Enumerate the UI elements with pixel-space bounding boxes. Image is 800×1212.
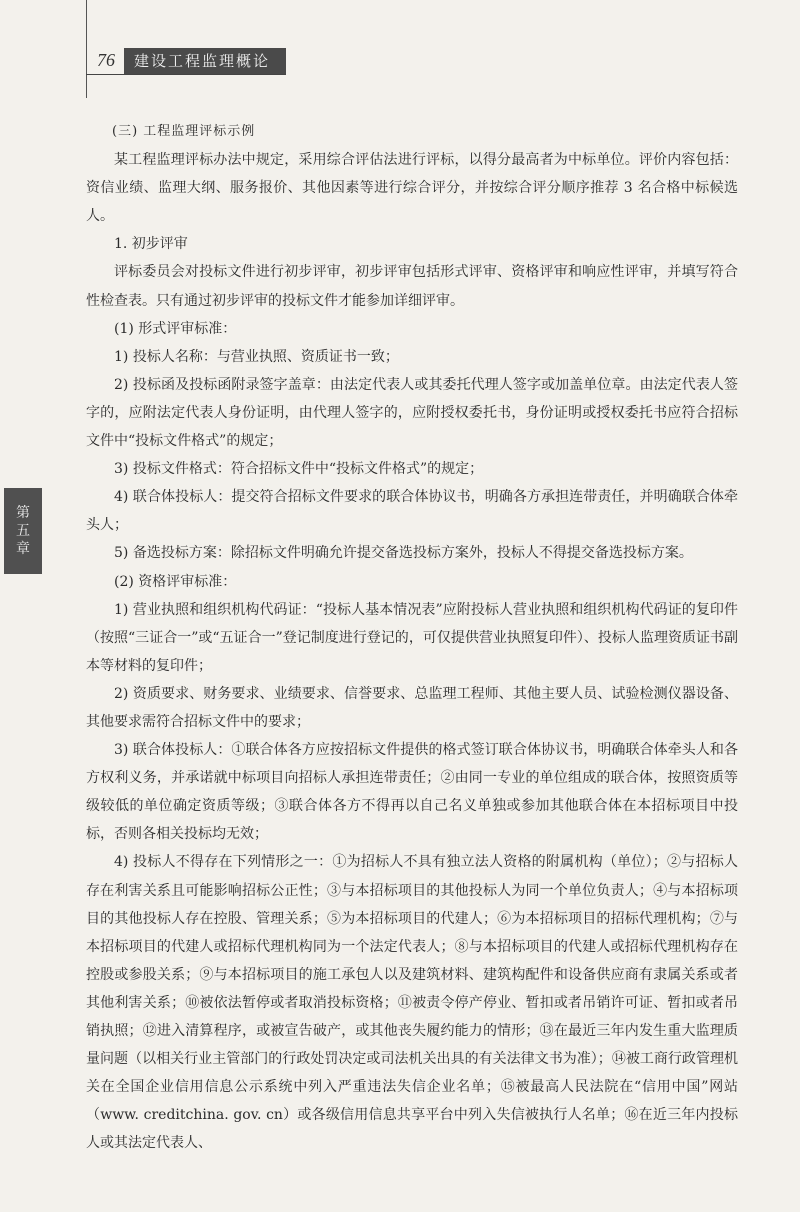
body-text [86, 118, 738, 1157]
list-item: 4) 投标人不得存在下列情形之一：①为招标人不具有独立法人资格的附属机构（单位）；②与招标人存在利害关系且可能影响招标公正性；③与本招标项目的其他投标人为同一个单位负责人；④与本招标项目的其他投标人存在控股、管理关系；⑤为本招标项目的代建人；⑥为本招标项目的招标代理机构；⑦与本招标项目的代建人或招标代理机构同为一个法定代表人；⑧与本招标项目的代建人或招标代理机构存在控股或参股关系；⑨与本招标项目的施工承包人以及建筑材料、建筑构配件和设备供应商有隶属关系或者其他利害关系；⑩被依法暂停或者取消投标资格；⑪被责令停产停业、暂扣或者吊销许可证、暂扣或者吊销执照；⑫进入清算程序，或被宣告破产，或其他丧失履约能力的情形；⑬在最近三年内发生重大监理质量问题（以相关行业主管部门的行政处罚决定或司法机关出具的有关法律文书为准）；⑭被工商行政管理机关在全国企业信用信息公示系统中列入严重违法失信企业名单；⑮被最高人民法院在“信用中国”网站（www. creditchina. gov. cn）或各级信用信息共享平台中列入失信被执行人名单；⑯在近三年内投标人或其法定代表人、 [86, 854, 738, 1152]
chapter-tab-char: 五 [16, 523, 30, 539]
chapter-tab-char: 第 [16, 505, 30, 521]
running-header-title: 建设工程监理概论 [124, 48, 286, 74]
paragraph: 评标委员会对投标文件进行初步评审，初步评审包括形式评审、资格评审和响应性评审，并填写符合性检查表。只有通过初步评审的投标文件才能参加详细评审。 [86, 264, 738, 309]
page-number: 76 [97, 50, 115, 70]
list-item: 2) 资质要求、财务要求、业绩要求、信誉要求、总监理工程师、其他主要人员、试验检测仪器设备、其他要求需符合招标文件中的要求； [86, 685, 738, 730]
chapter-tab [4, 488, 42, 574]
section-heading: (三) 工程监理评标示例 [112, 124, 256, 139]
list-heading: (2) 资格评审标准： [114, 573, 237, 590]
list-item: 3) 投标文件格式：符合招标文件中“投标文件格式”的规定； [114, 461, 484, 478]
list-item: 3) 联合体投标人：①联合体各方应按招标文件提供的格式签订联合体协议书，明确联合体牵头人和各方权利义务，并承诺就中标项目向招标人承担连带责任；②由同一专业的单位组成的联合体，按照资质等级较低的单位确定资质等级；③联合体各方不得再以自己名义单独或参加其他联合体在本招标项目中投标，否则各相关投标均无效； [86, 742, 738, 843]
list-item: 2) 投标函及投标函附录签字盖章：由法定代表人或其委托代理人签字或加盖单位章。由法定代表人签字的，应附法定代表人身份证明，由代理人签字的，应附授权委托书，身份证明或授权委托书应符合招标文件中“投标文件格式”的规定； [86, 376, 738, 450]
chapter-tab-char: 章 [16, 541, 30, 557]
subheading: 1. 初步评审 [114, 236, 188, 253]
list-item: 1) 投标人名称：与营业执照、资质证书一致； [114, 348, 399, 365]
header-rule [86, 74, 286, 75]
paragraph: 某工程监理评标办法中规定，采用综合评估法进行评标，以得分最高者为中标单位。评价内容包括：资信业绩、监理大纲、服务报价、其他因素等进行综合评分，并按综合评分顺序推荐 3 名合格中标候选人。 [86, 152, 738, 225]
list-item: 4) 联合体投标人：提交符合招标文件要求的联合体协议书，明确各方承担连带责任，并明确联合体牵头人； [86, 489, 738, 534]
list-heading: (1) 形式评审标准： [114, 320, 237, 337]
list-item: 1) 营业执照和组织机构代码证：“投标人基本情况表”应附投标人营业执照和组织机构代码证的复印件（按照“三证合一”或“五证合一”登记制度进行登记的，可仅提供营业执照复印件）、投标人监理资质证书副本等材料的复印件； [86, 601, 738, 674]
margin-rule [86, 0, 87, 98]
list-item: 5) 备选投标方案：除招标文件明确允许提交备选投标方案外，投标人不得提交备选投标方案。 [114, 545, 693, 562]
